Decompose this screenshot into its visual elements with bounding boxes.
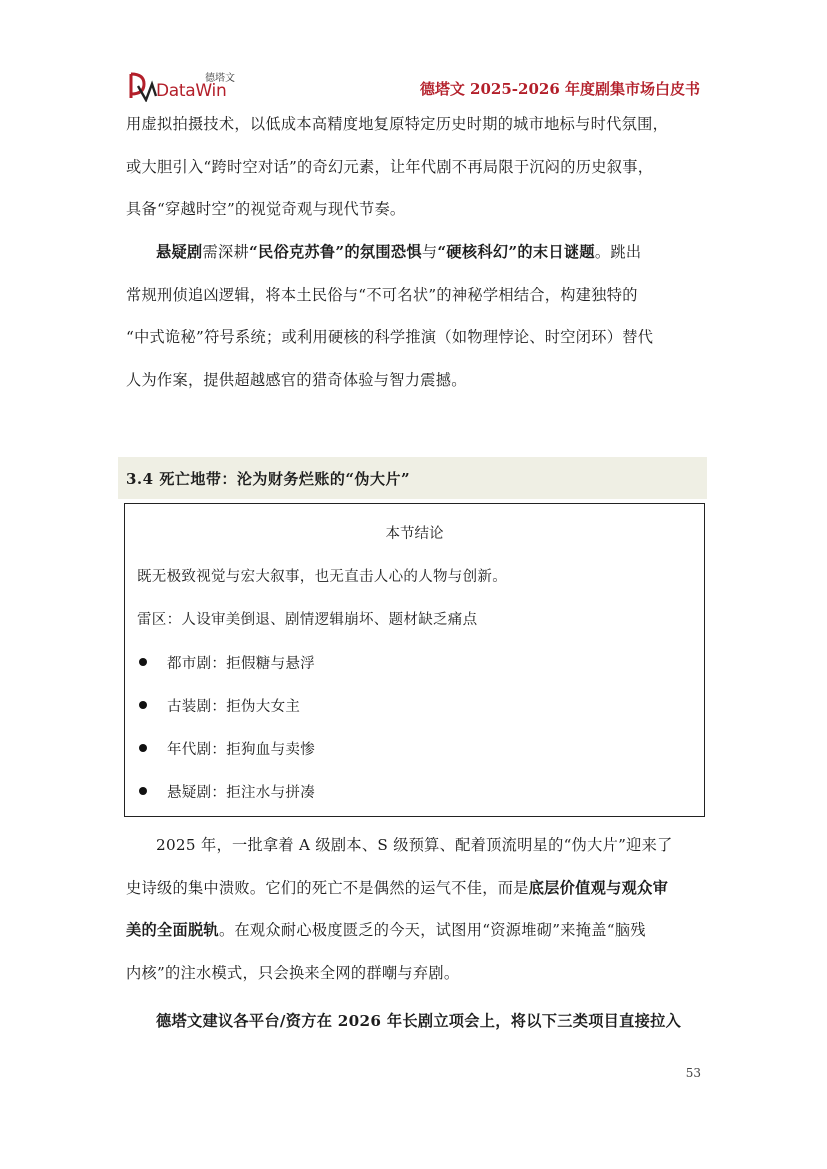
suspense-paragraph (126, 231, 700, 401)
bullet-dot (139, 787, 147, 795)
body-line-4: 内核”的注水模式，只会换来全网的群嘲与弃剧。 (126, 963, 460, 982)
suspense-lead: 悬疑剧 (156, 243, 203, 261)
page-header (126, 64, 700, 104)
intro-line-1: 用虚拟拍摄技术，以低成本高精度地复原特定历史时期的城市地标与时代氛围， (126, 115, 669, 133)
datawin-logo-icon (128, 68, 158, 102)
logo-english-text: DataWin (156, 81, 227, 101)
body-paragraph (126, 824, 700, 994)
suspense-text-1: 需深耕 (202, 243, 249, 261)
suspense-line-2: 常规刑侦追凶逻辑，将本土民俗与“不可名状”的神秘学相结合，构建独特的 (126, 285, 638, 304)
suspense-text-2: 与 (421, 243, 438, 261)
suspense-text-3: 。跳出 (594, 243, 642, 261)
conclusion-box (124, 503, 705, 817)
conclusion-title: 本节结论 (385, 526, 444, 542)
bullet-item-costume: 古装剧：拒伪大女主 (167, 699, 301, 715)
recommendation-paragraph (126, 1000, 700, 1043)
body-line-2: 史诗级的集中溃败。它们的死亡不是偶然的运气不佳，而是 (126, 878, 529, 897)
document-title: 德塔文 2025-2026 年度剧集市场白皮书 (419, 80, 700, 98)
intro-line-3: 具备“穿越时空”的视觉奇观与现代节奏。 (126, 200, 406, 218)
suspense-bold-2: “硬核科幻”的末日谜题 (437, 243, 595, 261)
logo-chinese-text: 德塔文 (205, 73, 235, 84)
conclusion-summary: 既无极致视觉与宏大叙事，也无直击人心的人物与创新。 (137, 569, 507, 585)
bullet-dot (139, 744, 147, 752)
suspense-line-3: “中式诡秘”符号系统；或利用硬核的科学推演（如物理悖论、时空闭环）替代 (126, 328, 654, 346)
body-line-3: 。在观众耐心极度匮乏的今天，试图用“资源堆砌”来掩盖“脑残 (218, 921, 646, 939)
suspense-bold-1: “民俗克苏鲁”的氛围恐惧 (248, 243, 422, 261)
recommendation-line-1: 德塔文建议各平台/资方在 2026 年长剧立项会上，将以下三类项目直接拉入 (156, 1012, 682, 1030)
bullet-item-period: 年代剧：拒狗血与卖惨 (167, 742, 315, 758)
bullet-item-urban: 都市剧：拒假糖与悬浮 (167, 656, 315, 672)
datawin-logo (126, 64, 266, 104)
body-line-3-bold: 美的全面脱轨 (126, 921, 219, 939)
page-number: 53 (685, 1066, 701, 1080)
body-line-2-bold: 底层价值观与观众审 (528, 878, 669, 897)
body-line-1: 2025 年，一批拿着 A 级剧本、S 级预算、配着顶流明星的“伪大片”迎来了 (156, 836, 673, 854)
intro-line-2: 或大胆引入“跨时空对话”的奇幻元素，让年代剧不再局限于沉闷的历史叙事， (126, 157, 654, 176)
conclusion-minefield: 雷区：人设审美倒退、剧情逻辑崩坏、题材缺乏痛点 (137, 612, 478, 628)
bullet-dot (139, 658, 147, 666)
bullet-dot (139, 701, 147, 709)
section-heading-bar (118, 457, 707, 499)
section-title: 3.4 死亡地带：沦为财务烂账的“伪大片” (126, 470, 411, 488)
suspense-line-4: 人为作案，提供超越感官的猎奇体验与智力震撼。 (126, 370, 467, 389)
intro-paragraph (126, 103, 700, 231)
bullet-item-suspense: 悬疑剧：拒注水与拼凑 (167, 785, 315, 801)
